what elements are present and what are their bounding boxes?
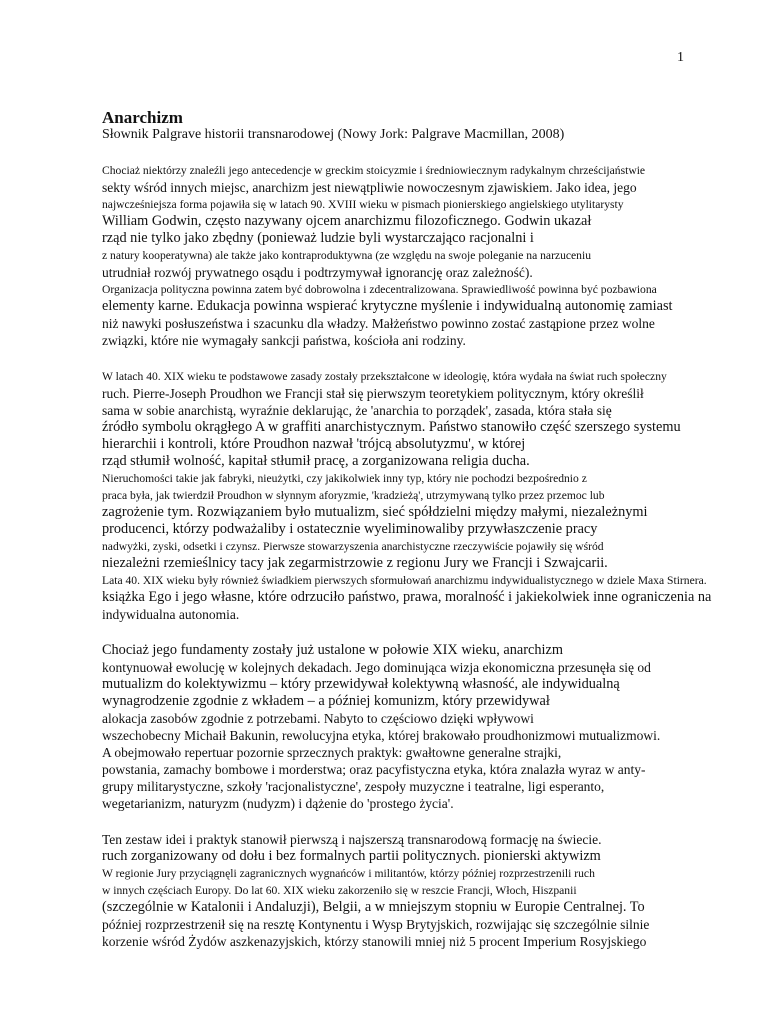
text-line: (szczególnie w Katalonii i Andaluzji), Belgii, a w mniejszym stopniu w Europie Centralnej. To bbox=[102, 899, 645, 915]
document-body bbox=[102, 162, 768, 950]
text-line: najwcześniejsza forma pojawiła się w latach 90. XVIII wieku w pismach pionierskiego angielskiego utylitarysty bbox=[102, 198, 624, 211]
text-line: Ten zestaw idei i praktyk stanowił pierwszą i najszerszą transnarodową formację na świecie. bbox=[102, 832, 602, 847]
text-line: Chociaż niektórzy znaleźli jego antecedencje w greckim stoicyzmie i średniowiecznym radykalnym chrześcijaństwie bbox=[102, 164, 646, 177]
page-number: 1 bbox=[677, 50, 684, 65]
text-line: później rozprzestrzenił się na resztę Kontynentu i Wysp Brytyjskich, rozwijając się szczególnie silnie bbox=[102, 917, 650, 932]
text-line: sama w sobie anarchistą, wyraźnie deklarując, że 'anarchia to porządek', zasada, która stała się bbox=[102, 403, 612, 418]
text-line: ruch. Pierre-Joseph Proudhon we Francji stał się pierwszym teoretykiem politycznym, który określił bbox=[102, 386, 644, 401]
text-line: wynagrodzenie zgodnie z wkładem – a później komunizm, który przewidywał bbox=[102, 693, 550, 709]
text-line: korzenie wśród Żydów aszkenazyjskich, którzy stanowili mniej niż 5 procent Imperium Rosyjskiego bbox=[102, 934, 647, 949]
text-line: zagrożenie tym. Rozwiązaniem było mutualizm, sieć spółdzielni między małymi, niezależnymi bbox=[102, 504, 648, 520]
text-line: indywidualna autonomia. bbox=[102, 607, 240, 622]
text-line: producenci, którzy podważaliby i ostatecznie wyeliminowaliby przywłaszczenie pracy bbox=[102, 521, 598, 537]
text-line: A obejmowało repertuar pozornie sprzecznych praktyk: gwałtowne generalne strajki, bbox=[102, 745, 562, 760]
text-line: elementy karne. Edukacja powinna wspierać krytyczne myślenie i indywidualną autonomię zamiast bbox=[102, 298, 673, 314]
paragraph-gap bbox=[102, 623, 768, 642]
text-line: grupy militarystyczne, szkoły 'racjonalistyczne', zespoły muzyczne i teatralne, ligi esperanto, bbox=[102, 779, 605, 794]
text-line: W regionie Jury przyciągnęli zagranicznych wygnańców i militantów, którzy później rozprzestrzenili ruch bbox=[102, 867, 595, 880]
text-line: hierarchii i kontroli, które Proudhon nazwał 'trójcą absolutyzmu', w której bbox=[102, 436, 526, 452]
paragraph bbox=[102, 162, 768, 349]
text-line: powstania, zamachy bombowe i morderstwa; oraz pacyfistyczna etyka, która znalazła wyraz w anty- bbox=[102, 762, 646, 777]
text-line: książka Ego i jego własne, które odrzuciło państwo, prawa, moralność i jakiekolwiek inne ograniczenia na bbox=[102, 589, 712, 605]
text-line: nadwyżki, zyski, odsetki i czynsz. Pierwsze stowarzyszenia anarchistyczne rzeczywiście pojawiły się wśród bbox=[102, 540, 604, 553]
text-line: niezależni rzemieślnicy tacy jak zegarmistrzowie z regionu Jury we Francji i Szwajcarii. bbox=[102, 555, 608, 571]
paragraph bbox=[102, 642, 768, 812]
text-line: Organizacja polityczna powinna zatem być dobrowolna i zdecentralizowana. Sprawiedliwość powinna być pozbawiona bbox=[102, 283, 657, 296]
text-line: źródło symbolu okrągłego A w graffiti anarchistycznym. Państwo stanowiło część szerszego systemu bbox=[102, 419, 681, 435]
text-line: Lata 40. XIX wieku były również świadkiem pierwszych sformułowań anarchizmu indywidualistycznego w dziele Maxa Stirnera. bbox=[102, 574, 707, 587]
text-line: rząd stłumił wolność, kapitał stłumił pracę, a zorganizowana religia ducha. bbox=[102, 453, 530, 469]
text-line: alokacja zasobów zgodnie z potrzebami. Nabyto to częściowo dzięki wpływowi bbox=[102, 711, 534, 726]
paragraph bbox=[102, 368, 768, 623]
text-line: z natury kooperatywna) ale także jako kontraproduktywna (ze względu na swoje poleganie na narzuceniu bbox=[102, 249, 591, 262]
text-line: praca była, jak twierdził Proudhon w słynnym aforyzmie, 'kradzieżą', utrzymywaną tylko przez przemoc lub bbox=[102, 489, 605, 502]
text-line: wegetarianizm, naturyzm (nudyzm) i dążenie do 'prostego życia'. bbox=[102, 796, 454, 811]
text-line: związki, które nie wymagały sankcji państwa, kościoła ani rodziny. bbox=[102, 333, 466, 348]
document-subtitle: Słownik Palgrave historii transnarodowej (Nowy Jork: Palgrave Macmillan, 2008) bbox=[102, 127, 565, 142]
text-line: ruch zorganizowany od dołu i bez formalnych partii politycznych. pionierski aktywizm bbox=[102, 848, 601, 864]
text-line: William Godwin, często nazywany ojcem anarchizmu filozoficznego. Godwin ukazał bbox=[102, 213, 592, 229]
paragraph-gap bbox=[102, 812, 768, 831]
text-line: Chociaż jego fundamenty zostały już ustalone w połowie XIX wieku, anarchizm bbox=[102, 642, 563, 658]
document-title: Anarchizm bbox=[102, 108, 183, 127]
text-line: kontynuował ewolucję w kolejnych dekadach. Jego dominująca wizja ekonomiczna przesunęła się od bbox=[102, 660, 651, 675]
text-line: sekty wśród innych miejsc, anarchizm jest niewątpliwie nowoczesnym zjawiskiem. Jako idea, jego bbox=[102, 180, 637, 195]
paragraph-gap bbox=[102, 349, 768, 368]
text-line: utrudniał rozwój prywatnego osądu i podtrzymywał ignorancję oraz zależność). bbox=[102, 265, 533, 280]
text-line: rząd nie tylko jako zbędny (ponieważ ludzie byli wystarczająco racjonalni i bbox=[102, 230, 534, 246]
text-line: W latach 40. XIX wieku te podstawowe zasady zostały przekształcone w ideologię, która wydała na świat ruch społeczny bbox=[102, 370, 667, 383]
text-line: w innych częściach Europy. Do lat 60. XIX wieku zakorzeniło się w reszcie Francji, Włoch, Hiszpanii bbox=[102, 884, 577, 897]
text-line: mutualizm do kolektywizmu – który przewidywał kolektywną własność, ale indywidualną bbox=[102, 676, 620, 692]
text-line: niż nawyki posłuszeństwa i szacunku dla władzy. Małżeństwo powinno zostać zastąpione przez wolne bbox=[102, 316, 655, 331]
text-line: wszechobecny Michaił Bakunin, rewolucyjna etyka, której brakowało proudhonizmowi mutualizmowi. bbox=[102, 728, 661, 743]
text-line: Nieruchomości takie jak fabryki, nieużytki, czy jakikolwiek inny typ, który nie pochodzi bezpośrednio z bbox=[102, 472, 587, 485]
paragraph bbox=[102, 831, 768, 950]
